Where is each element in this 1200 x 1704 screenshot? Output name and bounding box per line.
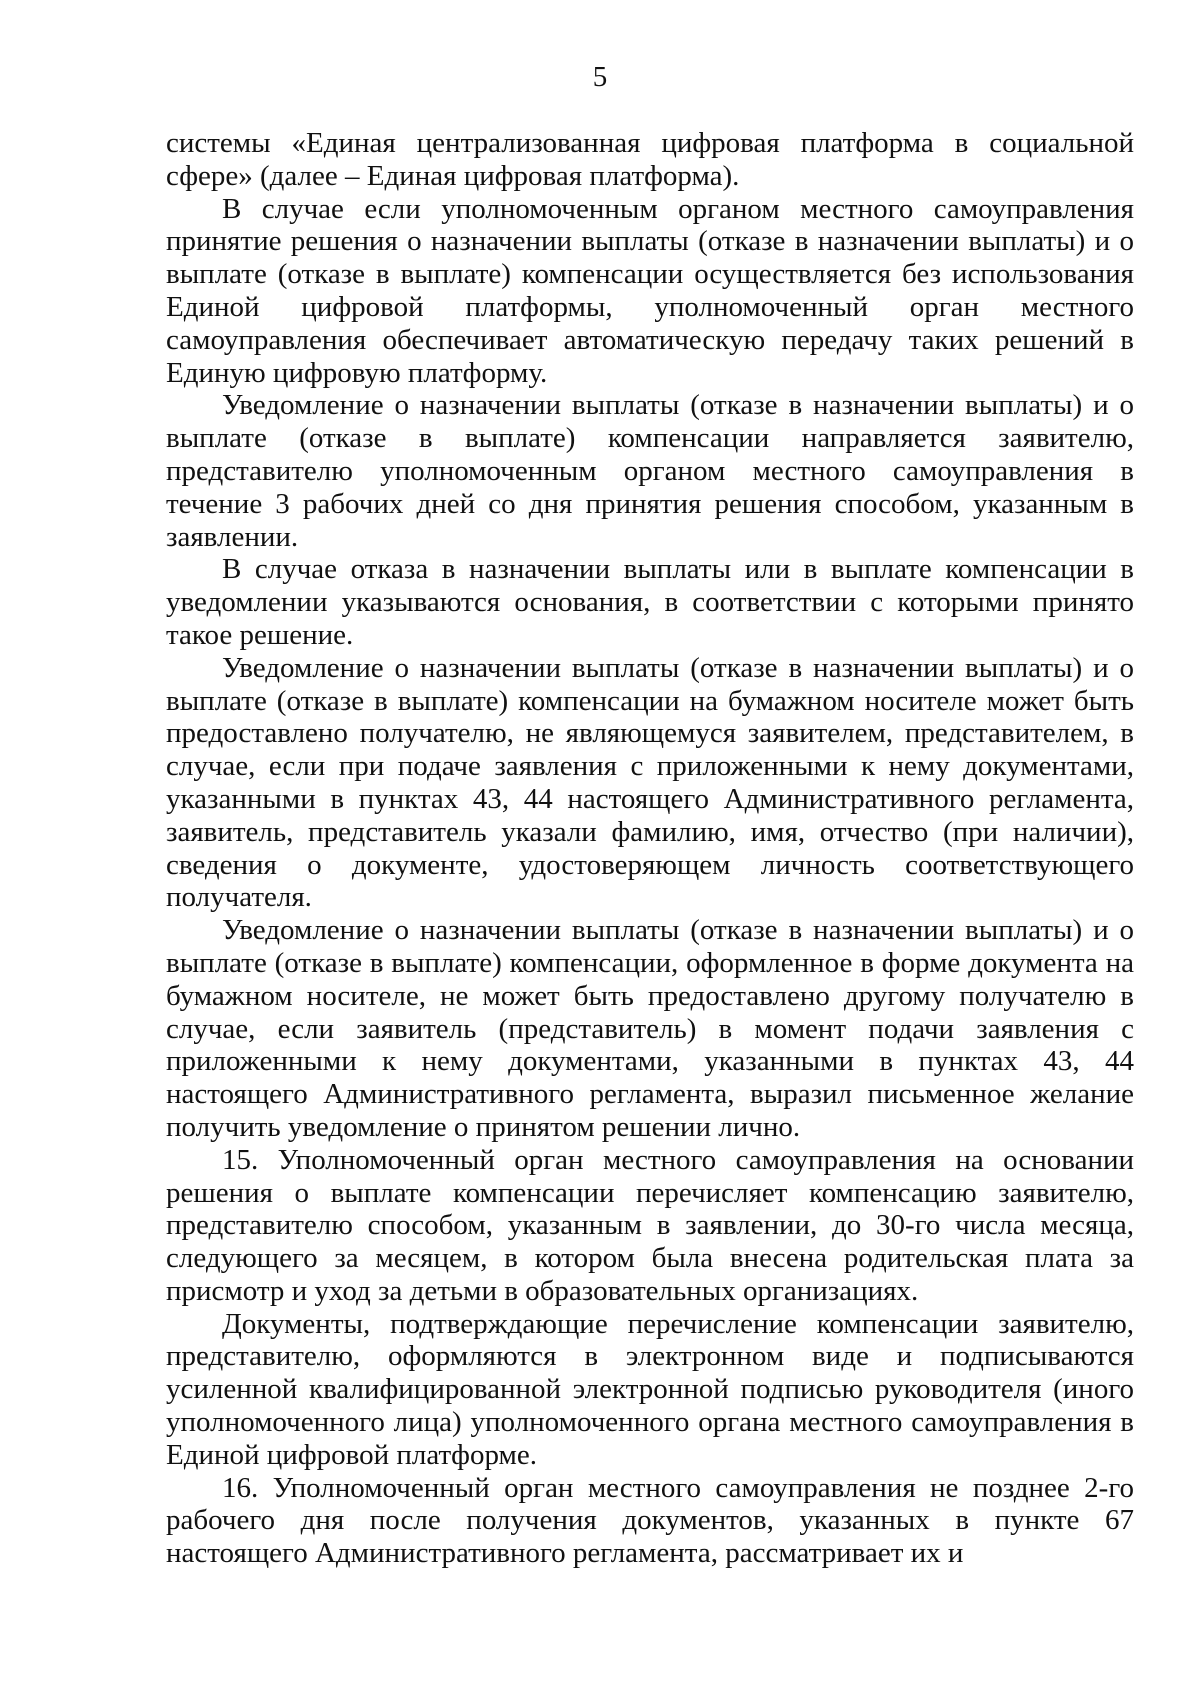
document-body [166, 127, 1134, 1570]
paragraph-3: Уведомление о назначении выплаты (отказе в назначении выплаты) и о выплате (отказе в выплате) компенсации направляется заявителю, представителю уполномоченным органом местного самоуправления в течение 3 рабочих дней со дня принятия решения способом, указанным в заявлении. [166, 389, 1134, 553]
paragraph-6: Уведомление о назначении выплаты (отказе в назначении выплаты) и о выплате (отказе в выплате) компенсации, оформленное в форме документа на бумажном носителе, не может быть предоставлено другому получателю в случае, если заявитель (представитель) в момент подачи заявления с приложенными к нему документами, указанными в пунктах 43, 44 настоящего Административного регламента, выразил письменное желание получить уведомление о принятом решении лично. [166, 914, 1134, 1143]
paragraph-2: В случае если уполномоченным органом местного самоуправления принятие решения о назначении выплаты (отказе в назначении выплаты) и о выплате (отказе в выплате) компенсации осуществляется без использования Единой цифровой платформы, уполномоченный орган местного самоуправления обеспечивает автоматическую передачу таких решений в Единую цифровую платформу. [166, 192, 1134, 389]
page-number: 5 [592, 61, 608, 93]
paragraph-1: системы «Единая централизованная цифровая платформа в социальной сфере» (далее – Единая цифровая платформа). [166, 127, 1134, 192]
paragraph-5: Уведомление о назначении выплаты (отказе в назначении выплаты) и о выплате (отказе в выплате) компенсации на бумажном носителе может быть предоставлено получателю, не являющемуся заявителем, представителем, в случае, если при подаче заявления с приложенными к нему документами, указанными в пунктах 43, 44 настоящего Административного регламента, заявитель, представитель указали фамилию, имя, отчество (при наличии), сведения о документе, удостоверяющем личность соответствующего получателя. [166, 651, 1134, 914]
paragraph-7: 15. Уполномоченный орган местного самоуправления на основании решения о выплате компенсации перечисляет компенсацию заявителю, представителю способом, указанным в заявлении, до 30-го числа месяца, следующего за месяцем, в котором была внесена родительская плата за присмотр и уход за детьми в образовательных организациях. [166, 1143, 1134, 1307]
paragraph-4: В случае отказа в назначении выплаты или в выплате компенсации в уведомлении указываются основания, в соответствии с которыми принято такое решение. [166, 553, 1134, 651]
paragraph-9: 16. Уполномоченный орган местного самоуправления не позднее 2-го рабочего дня после получения документов, указанных в пункте 67 настоящего Административного регламента, рассматривает их и [166, 1471, 1134, 1570]
paragraph-8: Документы, подтверждающие перечисление компенсации заявителю, представителю, оформляются в электронном виде и подписываются усиленной квалифицированной электронной подписью руководителя (иного уполномоченного лица) уполномоченного органа местного самоуправления в Единой цифровой платформе. [166, 1307, 1134, 1471]
